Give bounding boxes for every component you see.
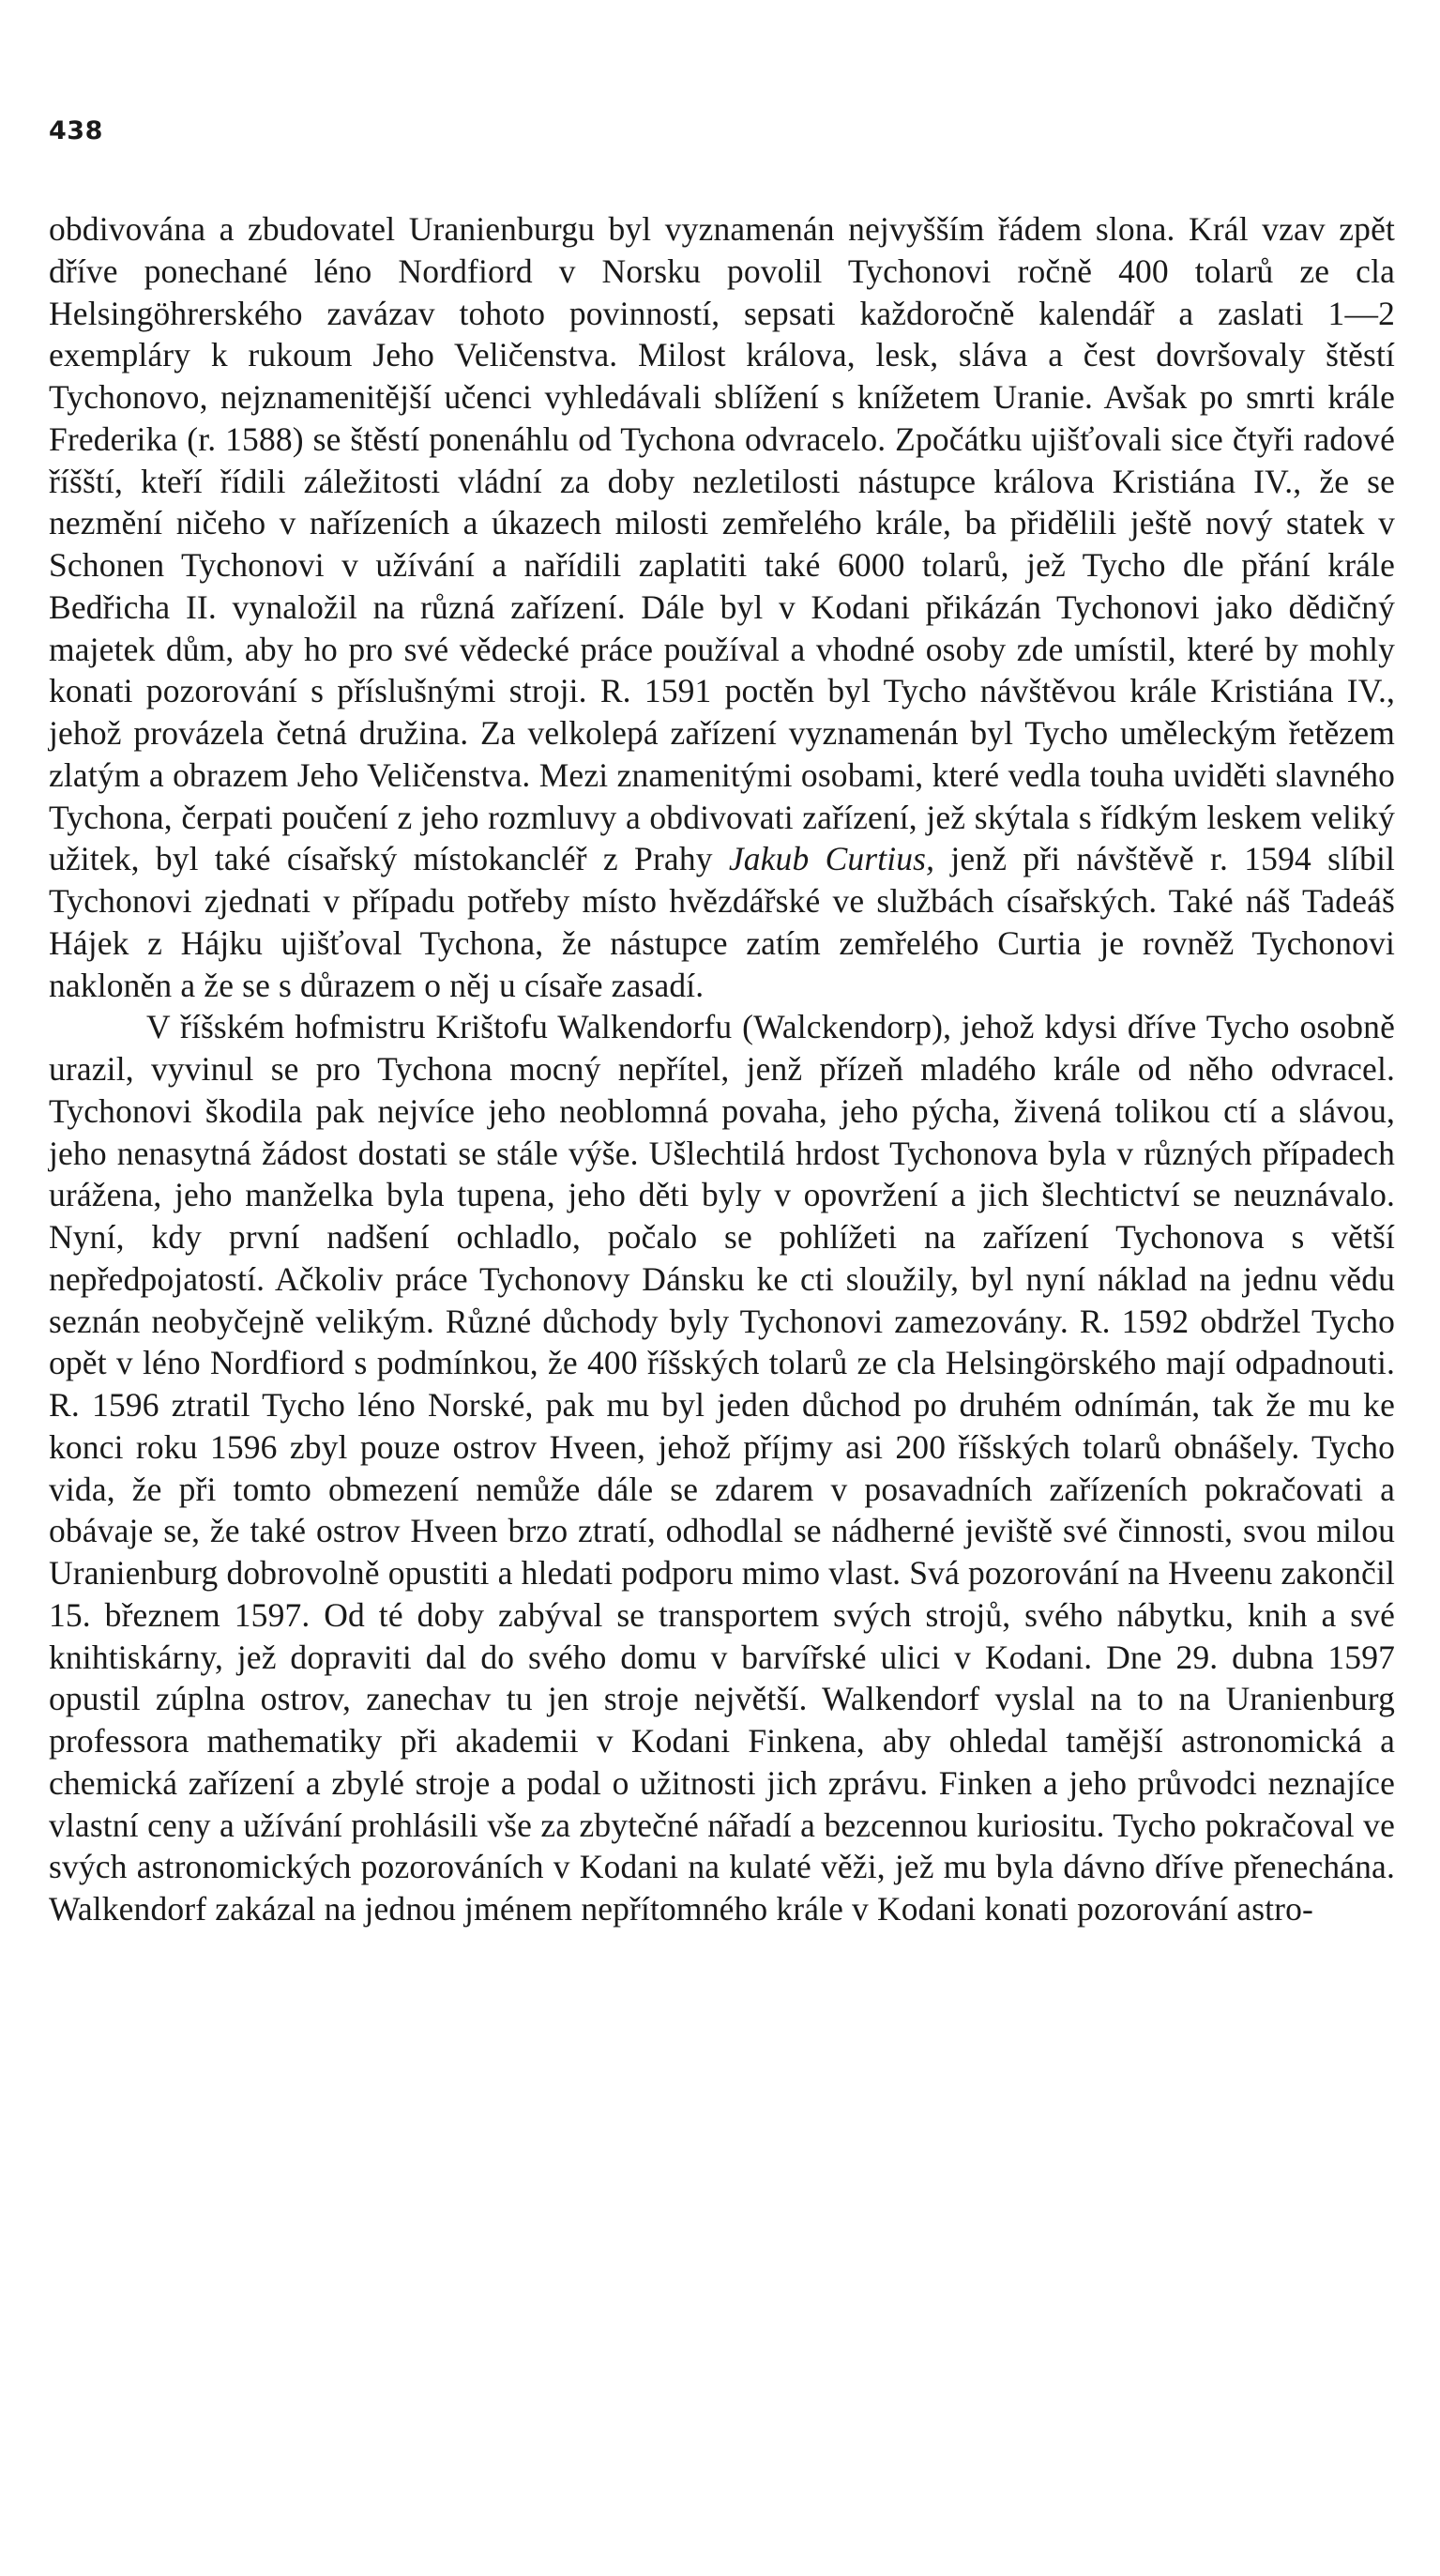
italic-person-name: Jakub Curtius, — [728, 840, 935, 878]
paragraph-1-text-a: obdivována a zbudovatel Uranienburgu byl vyznamenán nejvyšším řádem slona. Král vzav zpět dříve ponechané léno Nordfiord v Norsku povolil Tychonovi ročně 400 tolarů ze cla Helsingöhrerského zavázav tohoto povinností, sepsati každoročně kalendář a zaslati 1—2 exempláry k rukoum Jeho Veličenstva. Milost králova, lesk, sláva a čest dovršovaly štěstí Tychonovo, nejznamenitější učenci vyhledávali sblížení s knížetem Uranie. Avšak po smrti krále Frederika (r. 1588) se štěstí ponenáhlu od Tychona odvracelo. Zpočátku ujišťovali sice čtyři radové říšští, kteří řídili záležitosti vládní za doby nezletilosti nástupce králova Kristiána IV., že se nezmění ničeho v nařízeních a úkazech milosti zemřelého krále, ba přidělili ještě nový statek v Schonen Tychonovi v užívání a nařídili zaplatiti také 6000 tolarů, jež Tycho dle přání krále Bedřicha II. vynaložil na různá zařízení. Dále byl v Kodani přikázán Tychonovi jako dědičný majetek dům, aby ho pro své vědecké práce používal a vhodné osoby zde umístil, které by mohly konati pozorování s příslušnými stroji. R. 1591 poctěn byl Tycho návštěvou krále Kristiána IV., jehož provázela četná družina. Za velkolepá zařízení vyznamenán byl Tycho uměleckým řetězem zlatým a obrazem Jeho Veličenstva. Mezi znamenitými osobami, které vedla touha uviděti slavného Tychona, čerpati poučení z jeho rozmluvy a obdivovati zařízení, jež skýtala s řídkým leskem veliký užitek, byl také císařský místokancléř z Prahy — [49, 210, 1395, 878]
body-text — [49, 208, 1395, 1930]
paragraph-2: V říšském hofmistru Krištofu Walkendorfu (Walckendorp), jehož kdysi dříve Tycho osobně urazil, vyvinul se pro Tychona mocný nepřítel, jenž přízeň mladého krále od něho odvracel. Tychonovi škodila pak nejvíce jeho neoblomná povaha, jeho pýcha, živená tolikou ctí a slávou, jeho nenasytná žádost dostati se stále výše. Ušlechtilá hrdost Tychonova byla v různých případech urážena, jeho manželka byla tupena, jeho děti byly v opovržení a jich šlechtictví se neuznávalo. Nyní, kdy první nadšení ochladlo, počalo se pohlížeti na zařízení Tychonova s větší nepředpojatostí. Ačkoliv práce Tychonovy Dánsku ke cti sloužily, byl nyní náklad na jednu vědu seznán neobyčejně velikým. Různé důchody byly Tychonovi zamezovány. R. 1592 obdržel Tycho opět v léno Nordfiord s podmínkou, že 400 říšských tolarů ze cla Helsingörského mají odpadnouti. R. 1596 ztratil Tycho léno Norské, pak mu byl jeden důchod po druhém odnímán, tak že mu ke konci roku 1596 zbyl pouze ostrov Hveen, jehož příjmy asi 200 říšských tolarů obnášely. Tycho vida, že při tomto obmezení nemůže dále se zdarem v posavadních zařízeních pokračovati a obávaje se, že také ostrov Hveen brzo ztratí, odhodlal se nádherné jeviště své činnosti, svou milou Uranienburg dobrovolně opustiti a hledati podporu mimo vlast. Svá pozorování na Hveenu zakončil 15. březnem 1597. Od té doby zabýval se transportem svých strojů, svého nábytku, knih a své knihtiskárny, jež dopraviti dal do svého domu v barvířské ulici v Kodani. Dne 29. dubna 1597 opustil zúplna ostrov, zanechav tu jen stroje největší. Walkendorf vyslal na to na Uranienburg professora mathematiky při akademii v Kodani Finkena, aby ohledal tamější astronomická a chemická zařízení a zbylé stroje a podal o užitnosti jich zprávu. Finken a jeho průvodci neznajíce vlastní ceny a užívání prohlásili vše za zbytečné nářadí a bezcennou kuriositu. Tycho pokračoval ve svých astronomických pozorováních v Kodani na kulaté věži, jež mu byla dávno dříve přenechána. Walkendorf zakázal na jednou jménem nepřítomného krále v Kodani konati pozorování astro- — [49, 1008, 1395, 1928]
paragraph-1-text-b: jenž při návštěvě r. 1594 slíbil Tychonovi zjednati v případu potřeby místo hvězdářské ve službách císařských. Také náš Tadeáš Hájek z Hájku ujišťoval Tychona, že nástupce zatím zemřelého Curtia je rovněž Tychonovi nakloněn a že se s důrazem o něj u císaře zasadí. — [49, 840, 1395, 1004]
paragraph-1 — [49, 208, 1395, 1006]
page-number: 438 — [49, 116, 103, 145]
